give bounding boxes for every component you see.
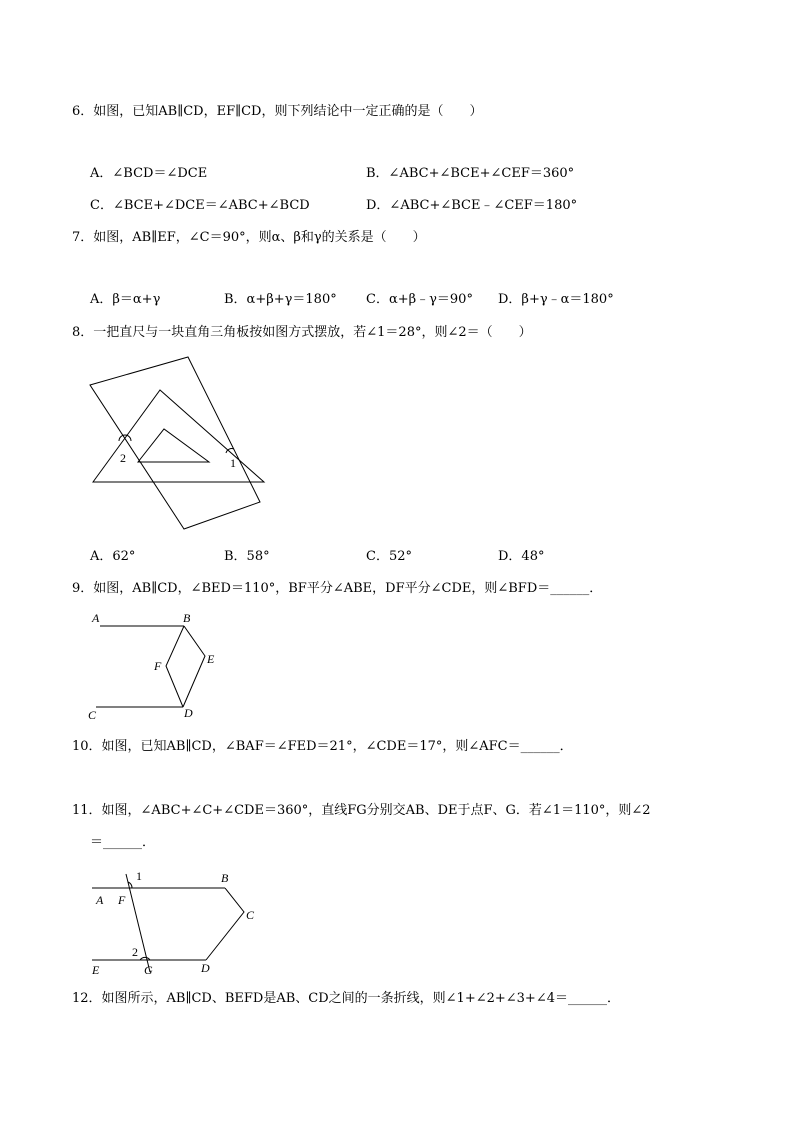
- label-f: F: [118, 893, 126, 907]
- q11-stem-line2: ＝______．: [90, 835, 156, 850]
- q9-stem: 9．如图，AB∥CD，∠BED＝110°，BF平分∠ABE，DF平分∠CDE，则∠BFD＝______．: [72, 581, 603, 596]
- path-bcd: [206, 888, 244, 960]
- path-bfd: [166, 626, 184, 707]
- path-bed: [183, 626, 205, 707]
- q6-option-a: A．∠BCD＝∠DCE: [90, 166, 208, 181]
- q8-stem: 8．一把直尺与一块直角三角板按如图方式摆放，若∠1＝28°，则∠2＝（ ）: [72, 325, 532, 340]
- label-g: G: [144, 963, 153, 977]
- q7-option-d: D．β+γ﹣α＝180°: [498, 292, 614, 307]
- label-f: F: [154, 659, 162, 673]
- label-c: C: [88, 708, 97, 722]
- q8-option-a: A．62°: [90, 549, 136, 564]
- q9-figure: [86, 608, 226, 723]
- q8-figure: [88, 355, 268, 535]
- q6-option-c: C．∠BCE+∠DCE＝∠ABC+∠BCD: [90, 198, 310, 213]
- label-e: E: [92, 963, 100, 977]
- q7-option-a: A．β＝α+γ: [90, 292, 161, 307]
- q6-stem: 6．如图，已知AB∥CD，EF∥CD，则下列结论中一定正确的是（ ）: [72, 104, 483, 119]
- ruler-shape: [90, 357, 260, 529]
- set-square-outer: [93, 390, 264, 482]
- label-a: A: [92, 611, 100, 625]
- q12-stem: 12．如图所示，AB∥CD、BEFD是AB、CD之间的一条折线，则∠1+∠2+∠3+∠4＝______．: [72, 991, 620, 1006]
- label-e: E: [207, 652, 215, 666]
- q8-option-c: C．52°: [366, 549, 412, 564]
- angle-1-label: 1: [230, 456, 236, 470]
- label-d: D: [201, 961, 210, 975]
- label-b: B: [221, 871, 229, 885]
- angle-1-label: 1: [136, 869, 142, 883]
- set-square-inner: [138, 429, 209, 462]
- q7-stem: 7．如图，AB∥EF，∠C＝90°，则α、β和γ的关系是（ ）: [72, 230, 426, 245]
- label-c: C: [246, 908, 255, 922]
- q6-option-b: B．∠ABC+∠BCE+∠CEF＝360°: [366, 166, 575, 181]
- angle-2-label: 2: [132, 945, 138, 959]
- q11-figure: [88, 866, 263, 981]
- q6-option-d: D．∠ABC+∠BCE﹣∠CEF＝180°: [366, 198, 578, 213]
- angle-2-label: 2: [120, 451, 126, 465]
- label-a: A: [96, 893, 104, 907]
- q10-stem: 10．如图，已知AB∥CD，∠BAF＝∠FED＝21°，∠CDE＝17°，则∠AFC＝______．: [72, 739, 573, 754]
- label-d: D: [184, 706, 193, 720]
- label-b: B: [183, 611, 191, 625]
- q8-option-d: D．48°: [498, 549, 545, 564]
- q11-stem-line1: 11．如图，∠ABC+∠C+∠CDE＝360°，直线FG分别交AB、DE于点F、G．若∠1＝110°，则∠2: [72, 803, 651, 818]
- q8-option-b: B．58°: [224, 549, 270, 564]
- q7-option-c: C．α+β﹣γ＝90°: [366, 292, 473, 307]
- q7-option-b: B．α+β+γ＝180°: [224, 292, 337, 307]
